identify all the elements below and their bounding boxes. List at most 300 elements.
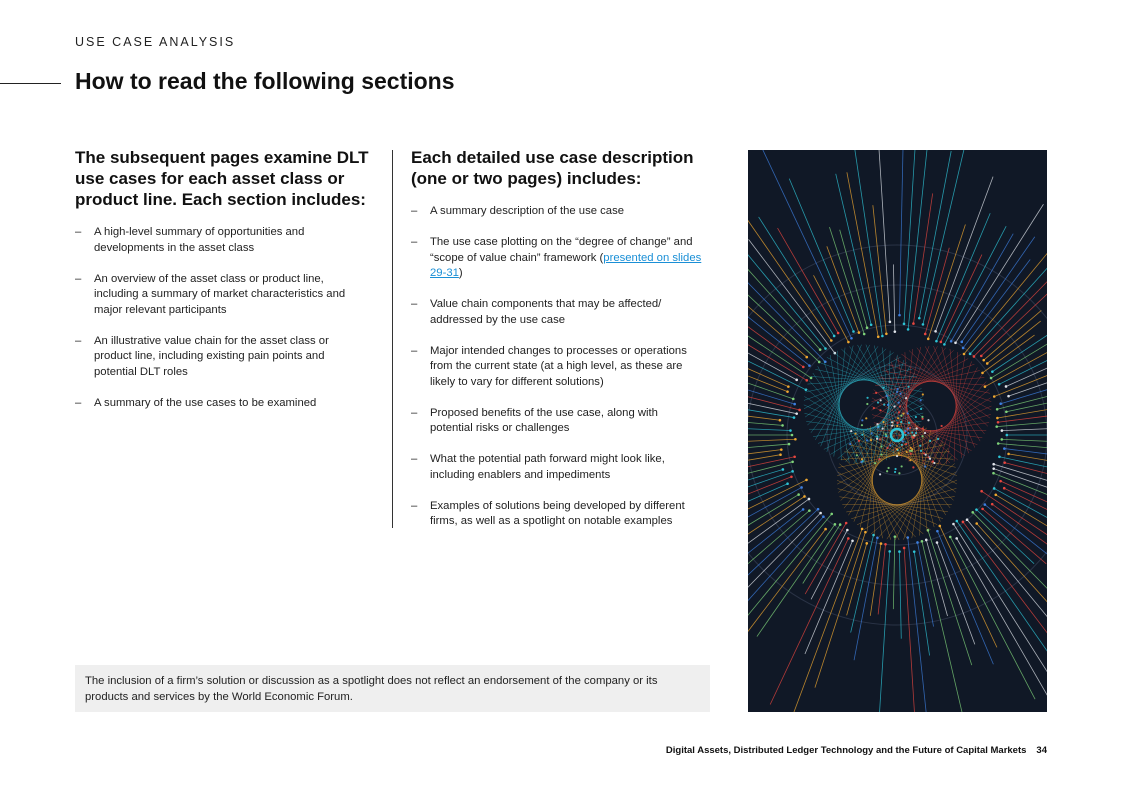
art-dot bbox=[941, 425, 943, 427]
art-ray bbox=[748, 242, 819, 362]
art-dot bbox=[877, 401, 879, 403]
page-footer bbox=[666, 745, 1047, 756]
list-item bbox=[411, 499, 716, 530]
art-dot bbox=[887, 404, 889, 406]
art-dot bbox=[894, 468, 896, 470]
art-node bbox=[980, 355, 983, 358]
art-dot bbox=[925, 454, 927, 456]
art-node bbox=[1006, 434, 1009, 437]
item-line: A summary of the use cases to be examined bbox=[94, 396, 317, 409]
list-item bbox=[411, 297, 716, 328]
art-dot bbox=[922, 427, 924, 429]
art-dot bbox=[865, 417, 867, 419]
art-dot bbox=[891, 425, 893, 427]
art-node bbox=[993, 487, 996, 490]
art-dot bbox=[878, 458, 880, 460]
art-node bbox=[997, 442, 1000, 445]
art-node bbox=[949, 536, 952, 539]
list-item bbox=[411, 452, 716, 483]
art-node bbox=[913, 550, 916, 553]
item-text: ) bbox=[458, 267, 463, 279]
art-node bbox=[898, 314, 901, 317]
art-node bbox=[791, 461, 794, 464]
art-node bbox=[936, 541, 939, 544]
art-node bbox=[1001, 429, 1004, 432]
art-node bbox=[847, 537, 850, 540]
list-item bbox=[411, 406, 716, 437]
art-node bbox=[805, 356, 808, 359]
art-dot bbox=[886, 470, 888, 472]
art-node bbox=[918, 317, 921, 320]
art-dot bbox=[879, 438, 881, 440]
art-ray bbox=[908, 150, 928, 329]
art-node bbox=[861, 528, 864, 531]
art-dot bbox=[909, 459, 911, 461]
art-node bbox=[779, 453, 782, 456]
art-dot bbox=[924, 432, 926, 434]
art-node bbox=[865, 542, 868, 545]
art-node bbox=[885, 332, 888, 335]
art-node bbox=[992, 472, 995, 475]
decorative-artwork bbox=[748, 150, 1047, 712]
art-dot bbox=[904, 434, 906, 436]
list-item bbox=[75, 272, 375, 319]
art-dot bbox=[920, 450, 922, 452]
art-dot bbox=[889, 444, 891, 446]
item-line: major relevant participants bbox=[94, 303, 227, 316]
art-node bbox=[881, 335, 884, 338]
art-dot bbox=[908, 422, 910, 424]
column-divider bbox=[392, 150, 393, 528]
item-line: An illustrative value chain for the asset class or bbox=[94, 334, 329, 347]
heading-line: Each detailed use case description bbox=[411, 148, 694, 167]
art-node bbox=[963, 353, 966, 356]
art-dot bbox=[876, 423, 878, 425]
art-node bbox=[866, 326, 869, 329]
art-ray bbox=[1009, 334, 1047, 397]
art-dot bbox=[856, 454, 858, 456]
art-node bbox=[912, 322, 915, 325]
art-node bbox=[954, 341, 957, 344]
art-node bbox=[943, 343, 946, 346]
art-node bbox=[990, 377, 993, 380]
item-line bbox=[430, 251, 716, 267]
art-node bbox=[822, 515, 825, 518]
art-node bbox=[786, 390, 789, 393]
item-line: likely to vary for different solutions) bbox=[430, 375, 604, 388]
art-ray bbox=[994, 464, 1047, 538]
art-ray bbox=[981, 224, 1047, 356]
section-label: USE CASE ANALYSIS bbox=[75, 35, 236, 49]
art-dot bbox=[898, 401, 900, 403]
art-ray bbox=[1001, 481, 1047, 527]
art-node bbox=[795, 379, 798, 382]
item-line: Examples of solutions being developed by different bbox=[430, 499, 685, 512]
note-line: The inclusion of a firm’s solution or discussion as a spotlight does not reflect an endorsement of the company or its bbox=[85, 675, 658, 687]
dash-bullet: – bbox=[75, 396, 82, 409]
art-dot bbox=[883, 403, 885, 405]
art-node bbox=[793, 403, 796, 406]
art-ray bbox=[970, 180, 1047, 354]
art-dot bbox=[927, 419, 929, 421]
item-line: including a summary of market characteristics and bbox=[94, 288, 346, 300]
art-node bbox=[991, 370, 994, 373]
art-dot bbox=[880, 453, 882, 455]
art-node bbox=[996, 408, 999, 411]
art-node bbox=[797, 493, 800, 496]
art-dot bbox=[915, 416, 917, 418]
art-node bbox=[824, 347, 827, 350]
art-node bbox=[1007, 395, 1010, 398]
art-node bbox=[907, 328, 910, 331]
list-item bbox=[411, 344, 716, 391]
art-node bbox=[927, 338, 930, 341]
art-node bbox=[971, 511, 974, 514]
art-ray bbox=[957, 538, 1047, 712]
item-line: developments in the asset class bbox=[94, 241, 255, 254]
art-ray bbox=[748, 310, 807, 380]
art-node bbox=[802, 366, 805, 369]
item-line: potential DLT roles bbox=[94, 365, 188, 378]
art-node bbox=[786, 482, 789, 485]
art-node bbox=[808, 364, 811, 367]
art-dot bbox=[882, 387, 884, 389]
art-node bbox=[858, 331, 861, 334]
art-ray bbox=[913, 193, 932, 323]
art-dot bbox=[909, 450, 911, 452]
art-dot bbox=[894, 471, 896, 473]
art-ray bbox=[748, 444, 789, 464]
art-node bbox=[924, 333, 927, 336]
art-dot bbox=[913, 434, 915, 436]
page-number: 34 bbox=[1036, 745, 1047, 756]
art-node bbox=[888, 550, 891, 553]
item-line: from the current state (at a high level, as these are bbox=[430, 360, 683, 372]
art-dot bbox=[920, 408, 922, 410]
art-dot bbox=[907, 427, 909, 429]
art-node bbox=[962, 347, 965, 350]
art-node bbox=[975, 508, 978, 511]
art-dot bbox=[924, 465, 926, 467]
art-dot bbox=[906, 451, 908, 453]
art-dot bbox=[896, 455, 898, 457]
dash-bullet: – bbox=[411, 453, 418, 465]
radial-network-illustration bbox=[748, 150, 1047, 712]
art-weave bbox=[898, 398, 991, 456]
art-node bbox=[980, 490, 983, 493]
heading-line: (one or two pages) includes: bbox=[411, 169, 642, 188]
disclaimer-note bbox=[75, 665, 710, 712]
art-dot bbox=[866, 397, 868, 399]
art-node bbox=[993, 395, 996, 398]
art-node bbox=[992, 463, 995, 466]
art-node bbox=[833, 335, 836, 338]
art-dot bbox=[887, 467, 889, 469]
item-line bbox=[430, 266, 716, 282]
art-node bbox=[955, 520, 958, 523]
art-node bbox=[998, 455, 1001, 458]
art-node bbox=[996, 417, 999, 420]
art-node bbox=[894, 330, 897, 333]
art-dot bbox=[920, 399, 922, 401]
art-dot bbox=[905, 397, 907, 399]
item-line: An overview of the asset class or product line, bbox=[94, 272, 324, 285]
art-node bbox=[925, 539, 928, 542]
art-node bbox=[805, 379, 808, 382]
art-dot bbox=[885, 395, 887, 397]
art-dot bbox=[897, 417, 899, 419]
art-ray bbox=[899, 552, 901, 639]
art-dot bbox=[861, 458, 863, 460]
art-ray bbox=[748, 514, 832, 705]
dash-bullet: – bbox=[411, 298, 418, 310]
art-dot bbox=[891, 421, 893, 423]
art-ray bbox=[748, 428, 790, 431]
art-node bbox=[877, 335, 880, 338]
art-node bbox=[884, 543, 887, 546]
art-node bbox=[864, 531, 867, 534]
art-dot bbox=[896, 391, 898, 393]
art-ray bbox=[893, 537, 895, 610]
art-node bbox=[808, 509, 811, 512]
report-title: Digital Assets, Distributed Ledger Technology and the Future of Capital Markets bbox=[665, 745, 1027, 756]
art-dot bbox=[921, 435, 923, 437]
art-dot bbox=[915, 432, 917, 434]
art-node bbox=[803, 495, 806, 498]
art-dot bbox=[885, 435, 887, 437]
art-dot bbox=[901, 465, 903, 467]
art-dot bbox=[913, 437, 915, 439]
art-dot bbox=[861, 434, 863, 436]
art-ray bbox=[953, 524, 1047, 708]
art-dot bbox=[880, 399, 882, 401]
art-node bbox=[975, 522, 978, 525]
art-dot bbox=[873, 407, 875, 409]
art-ray bbox=[893, 264, 894, 331]
art-node bbox=[839, 523, 842, 526]
art-dot bbox=[916, 427, 918, 429]
art-node bbox=[830, 339, 833, 342]
art-ray bbox=[840, 230, 867, 328]
art-dot bbox=[854, 433, 856, 435]
art-node bbox=[837, 332, 840, 335]
art-node bbox=[788, 443, 791, 446]
art-node bbox=[916, 541, 919, 544]
art-node bbox=[984, 385, 987, 388]
art-node bbox=[880, 542, 883, 545]
art-node bbox=[792, 398, 795, 401]
art-ray bbox=[900, 150, 905, 315]
art-dot bbox=[871, 432, 873, 434]
art-dot bbox=[876, 435, 878, 437]
art-node bbox=[950, 340, 953, 343]
art-node bbox=[819, 512, 822, 515]
art-dot bbox=[896, 388, 898, 390]
art-dot bbox=[922, 393, 924, 395]
art-node bbox=[938, 525, 941, 528]
left-column-list bbox=[75, 225, 375, 411]
art-node bbox=[994, 494, 997, 497]
art-dot bbox=[898, 411, 900, 413]
middle-column-heading bbox=[411, 147, 716, 189]
list-item bbox=[75, 225, 375, 256]
art-node bbox=[981, 372, 984, 375]
art-node bbox=[852, 330, 855, 333]
art-dot bbox=[866, 403, 868, 405]
list-item bbox=[411, 204, 716, 220]
art-node bbox=[889, 321, 892, 324]
art-node bbox=[846, 529, 849, 532]
art-node bbox=[817, 508, 820, 511]
art-ray bbox=[1001, 364, 1047, 404]
list-item bbox=[411, 235, 716, 282]
art-dot bbox=[878, 425, 880, 427]
item-line: including enablers and impediments bbox=[430, 468, 611, 481]
art-node bbox=[966, 518, 969, 521]
art-dot bbox=[907, 386, 909, 388]
art-ray bbox=[748, 303, 788, 392]
art-dot bbox=[870, 439, 872, 441]
item-line: A high-level summary of opportunities and bbox=[94, 226, 305, 238]
heading-line: The subsequent pages examine DLT bbox=[75, 148, 369, 167]
left-column bbox=[75, 147, 375, 427]
art-dot bbox=[899, 393, 901, 395]
item-line: potential risks or challenges bbox=[430, 422, 570, 434]
art-ray bbox=[748, 372, 795, 404]
art-node bbox=[999, 402, 1002, 405]
art-node bbox=[795, 412, 798, 415]
art-dot bbox=[861, 424, 863, 426]
art-node bbox=[870, 323, 873, 326]
art-ray bbox=[1005, 463, 1047, 502]
art-node bbox=[997, 421, 1000, 424]
art-node bbox=[794, 438, 797, 441]
art-node bbox=[824, 528, 827, 531]
art-ray bbox=[748, 364, 793, 399]
art-node bbox=[834, 523, 837, 526]
dash-bullet: – bbox=[75, 272, 82, 285]
art-dot bbox=[860, 461, 862, 463]
art-ray bbox=[964, 209, 1047, 354]
art-dot bbox=[858, 440, 860, 442]
art-node bbox=[903, 547, 906, 550]
art-ray bbox=[962, 237, 1035, 342]
art-ray bbox=[1002, 439, 1047, 445]
art-node bbox=[819, 348, 822, 351]
art-node bbox=[981, 508, 984, 511]
art-node bbox=[791, 434, 794, 437]
art-dot bbox=[907, 432, 909, 434]
art-dot bbox=[882, 421, 884, 423]
art-node bbox=[922, 323, 925, 326]
art-node bbox=[793, 455, 796, 458]
dash-bullet: – bbox=[75, 226, 82, 238]
art-ray bbox=[925, 248, 949, 334]
heading-line: use cases for each asset class or bbox=[75, 169, 345, 188]
art-dot bbox=[904, 430, 906, 432]
slides-link[interactable]: presented on slides bbox=[603, 251, 702, 264]
art-dot bbox=[896, 422, 898, 424]
art-node bbox=[802, 508, 805, 511]
art-ray bbox=[940, 526, 997, 647]
art-node bbox=[808, 498, 811, 501]
art-weave bbox=[864, 472, 957, 530]
art-node bbox=[851, 540, 854, 543]
art-node bbox=[810, 377, 813, 380]
art-node bbox=[969, 353, 972, 356]
art-node bbox=[850, 337, 853, 340]
art-dot bbox=[898, 472, 900, 474]
middle-column-list bbox=[411, 204, 716, 530]
art-dot bbox=[901, 444, 903, 446]
art-ray bbox=[951, 234, 1013, 342]
art-node bbox=[782, 468, 785, 471]
art-dot bbox=[921, 418, 923, 420]
art-node bbox=[830, 513, 833, 516]
list-item bbox=[75, 334, 375, 381]
art-dot bbox=[921, 416, 923, 418]
art-dot bbox=[879, 473, 881, 475]
art-node bbox=[876, 536, 879, 539]
art-dot bbox=[899, 405, 901, 407]
art-ray bbox=[1002, 426, 1047, 431]
art-dot bbox=[911, 431, 913, 433]
art-node bbox=[982, 359, 985, 362]
art-dot bbox=[902, 440, 904, 442]
art-node bbox=[847, 341, 850, 344]
art-node bbox=[973, 355, 976, 358]
art-node bbox=[1007, 453, 1010, 456]
art-node bbox=[1003, 461, 1006, 464]
slides-link-continued[interactable]: 29-31 bbox=[430, 267, 459, 279]
art-dot bbox=[907, 412, 909, 414]
note-line: products and services by the World Economic Forum. bbox=[85, 691, 353, 703]
art-node bbox=[1000, 438, 1003, 441]
art-dot bbox=[933, 462, 935, 464]
art-node bbox=[934, 330, 937, 333]
art-node bbox=[793, 416, 796, 419]
art-dot bbox=[898, 452, 900, 454]
art-ray bbox=[1004, 449, 1047, 464]
page-title: How to read the following sections bbox=[75, 68, 455, 94]
art-dot bbox=[882, 428, 884, 430]
art-node bbox=[863, 333, 866, 336]
art-dot bbox=[896, 425, 898, 427]
art-ray bbox=[992, 306, 1047, 372]
art-node bbox=[790, 475, 793, 478]
art-node bbox=[789, 429, 792, 432]
item-line: The use case plotting on the “degree of change” and bbox=[430, 236, 693, 248]
art-node bbox=[805, 479, 808, 482]
item-line: product line, including existing pain points and bbox=[94, 350, 325, 362]
art-node bbox=[991, 503, 994, 506]
art-dot bbox=[861, 419, 863, 421]
art-dot bbox=[896, 448, 898, 450]
art-node bbox=[894, 535, 897, 538]
item-line: firms, as well as a spotlight on notable examples bbox=[430, 515, 673, 527]
art-node bbox=[818, 361, 821, 364]
art-dot bbox=[850, 430, 852, 432]
middle-column bbox=[411, 147, 716, 545]
art-node bbox=[992, 467, 995, 470]
art-node bbox=[791, 470, 794, 473]
art-node bbox=[898, 550, 901, 553]
art-dot bbox=[849, 443, 851, 445]
art-node bbox=[962, 521, 965, 524]
art-node bbox=[1003, 447, 1006, 450]
art-dot bbox=[874, 462, 876, 464]
art-dot bbox=[910, 447, 912, 449]
